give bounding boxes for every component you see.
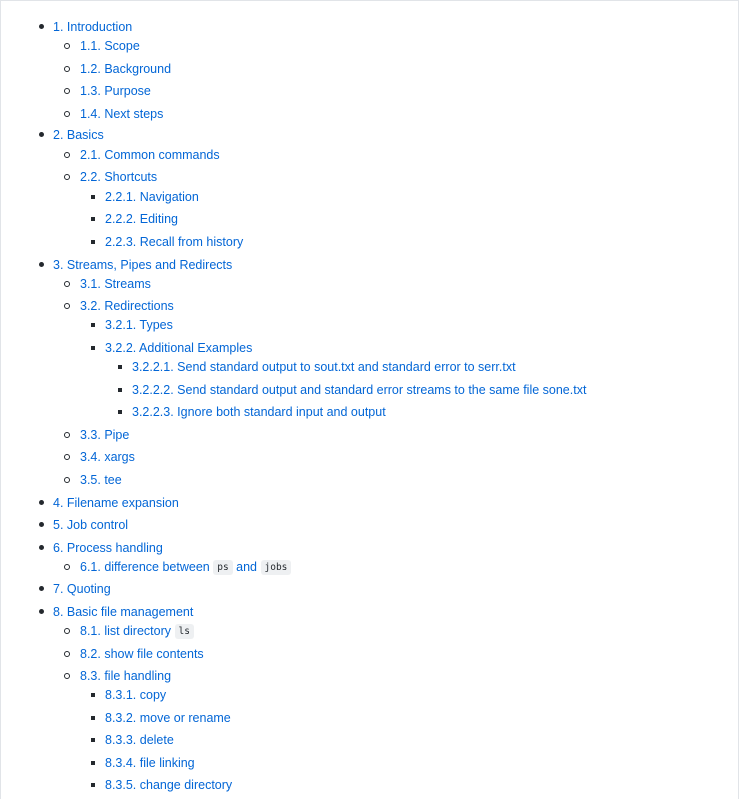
bullet-circle-icon xyxy=(64,152,70,158)
toc-link-quoting[interactable]: 7. Quoting xyxy=(53,582,111,596)
toc-link-file-handling[interactable]: 8.3. file handling xyxy=(80,669,172,683)
toc-link-copy[interactable]: 8.3.1. copy xyxy=(105,688,167,702)
inline-code-jobs: jobs xyxy=(261,560,292,575)
bullet-circle-icon xyxy=(64,303,70,309)
toc-link-introduction[interactable]: 1. Introduction xyxy=(53,20,133,34)
bullet-square-icon xyxy=(91,716,95,720)
toc-link-move-or-rename[interactable]: 8.3.2. move or rename xyxy=(105,711,231,725)
toc-link-additional-examples[interactable]: 3.2.2. Additional Examples xyxy=(105,341,253,355)
toc-link-purpose[interactable]: 1.3. Purpose xyxy=(80,84,151,98)
toc-link-basic-file-management[interactable]: 8. Basic file management xyxy=(53,605,194,619)
bullet-circle-icon xyxy=(64,651,70,657)
bullet-square-icon xyxy=(91,323,95,327)
bullet-circle-icon xyxy=(64,432,70,438)
toc-link-file-linking[interactable]: 8.3.4. file linking xyxy=(105,756,195,770)
bullet-circle-icon xyxy=(64,281,70,287)
toc-link-scope[interactable]: 1.1. Scope xyxy=(80,39,140,53)
toc-link-list-directory[interactable] xyxy=(80,621,194,642)
toc-link-shortcuts[interactable]: 2.2. Shortcuts xyxy=(80,170,158,184)
bullet-disc-icon xyxy=(39,609,44,614)
bullet-square-icon xyxy=(91,738,95,742)
bullet-square-icon xyxy=(91,346,95,350)
bullet-square-icon xyxy=(91,217,95,221)
inline-code-ps: ps xyxy=(213,560,232,575)
toc-link-job-control[interactable]: 5. Job control xyxy=(53,518,129,532)
toc-link-sout-serr[interactable]: 3.2.2.1. Send standard output to sout.txt and standard error to serr.txt xyxy=(132,360,516,374)
bullet-disc-icon xyxy=(39,545,44,550)
toc-link-change-directory[interactable]: 8.3.5. change directory xyxy=(105,778,233,792)
toc-link-text: and xyxy=(236,560,258,574)
toc-link-streams[interactable]: 3.1. Streams xyxy=(80,277,151,291)
bullet-square-icon xyxy=(91,240,95,244)
bullet-square-icon xyxy=(118,365,122,369)
toc-link-next-steps[interactable]: 1.4. Next steps xyxy=(80,107,164,121)
toc-link-text: 6.1. difference between xyxy=(80,560,210,574)
bullet-circle-icon xyxy=(64,111,70,117)
toc-link-delete[interactable]: 8.3.3. delete xyxy=(105,733,174,747)
bullet-disc-icon xyxy=(39,586,44,591)
bullet-circle-icon xyxy=(64,564,70,570)
bullet-disc-icon xyxy=(39,500,44,505)
toc-link-pipe[interactable]: 3.3. Pipe xyxy=(80,428,130,442)
toc-link-show-file-contents[interactable]: 8.2. show file contents xyxy=(80,647,204,661)
toc-link-editing[interactable]: 2.2.2. Editing xyxy=(105,212,178,226)
inline-code-ls: ls xyxy=(175,624,194,639)
toc-link-recall-from-history[interactable]: 2.2.3. Recall from history xyxy=(105,235,244,249)
toc-link-xargs[interactable]: 3.4. xargs xyxy=(80,450,135,464)
bullet-circle-icon xyxy=(64,628,70,634)
toc-link-common-commands[interactable]: 2.1. Common commands xyxy=(80,148,220,162)
toc-link-background[interactable]: 1.2. Background xyxy=(80,62,172,76)
toc-link-text: 8.1. list directory xyxy=(80,624,172,638)
bullet-square-icon xyxy=(118,410,122,414)
toc-link-types[interactable]: 3.2.1. Types xyxy=(105,318,173,332)
bullet-circle-icon xyxy=(64,174,70,180)
toc-link-streams-pipes-redirects[interactable]: 3. Streams, Pipes and Redirects xyxy=(53,258,233,272)
bullet-circle-icon xyxy=(64,66,70,72)
bullet-circle-icon xyxy=(64,43,70,49)
bullet-disc-icon xyxy=(39,262,44,267)
toc-link-ignore-input-output[interactable]: 3.2.2.3. Ignore both standard input and output xyxy=(132,405,386,419)
toc-link-redirections[interactable]: 3.2. Redirections xyxy=(80,299,174,313)
toc-link-navigation[interactable]: 2.2.1. Navigation xyxy=(105,190,199,204)
bullet-square-icon xyxy=(91,783,95,787)
bullet-square-icon xyxy=(118,388,122,392)
toc-link-ps-vs-jobs[interactable] xyxy=(80,557,291,578)
bullet-disc-icon xyxy=(39,24,44,29)
bullet-disc-icon xyxy=(39,522,44,527)
bullet-disc-icon xyxy=(39,132,44,137)
bullet-circle-icon xyxy=(64,454,70,460)
bullet-square-icon xyxy=(91,761,95,765)
bullet-circle-icon xyxy=(64,477,70,483)
bullet-square-icon xyxy=(91,195,95,199)
toc-link-process-handling[interactable]: 6. Process handling xyxy=(53,541,163,555)
toc-link-tee[interactable]: 3.5. tee xyxy=(80,473,122,487)
bullet-circle-icon xyxy=(64,88,70,94)
bullet-square-icon xyxy=(91,693,95,697)
toc-link-filename-expansion[interactable]: 4. Filename expansion xyxy=(53,496,179,510)
bullet-circle-icon xyxy=(64,673,70,679)
toc-link-sone[interactable]: 3.2.2.2. Send standard output and standard error streams to the same file sone.txt xyxy=(132,383,587,397)
toc-link-basics[interactable]: 2. Basics xyxy=(53,128,104,142)
